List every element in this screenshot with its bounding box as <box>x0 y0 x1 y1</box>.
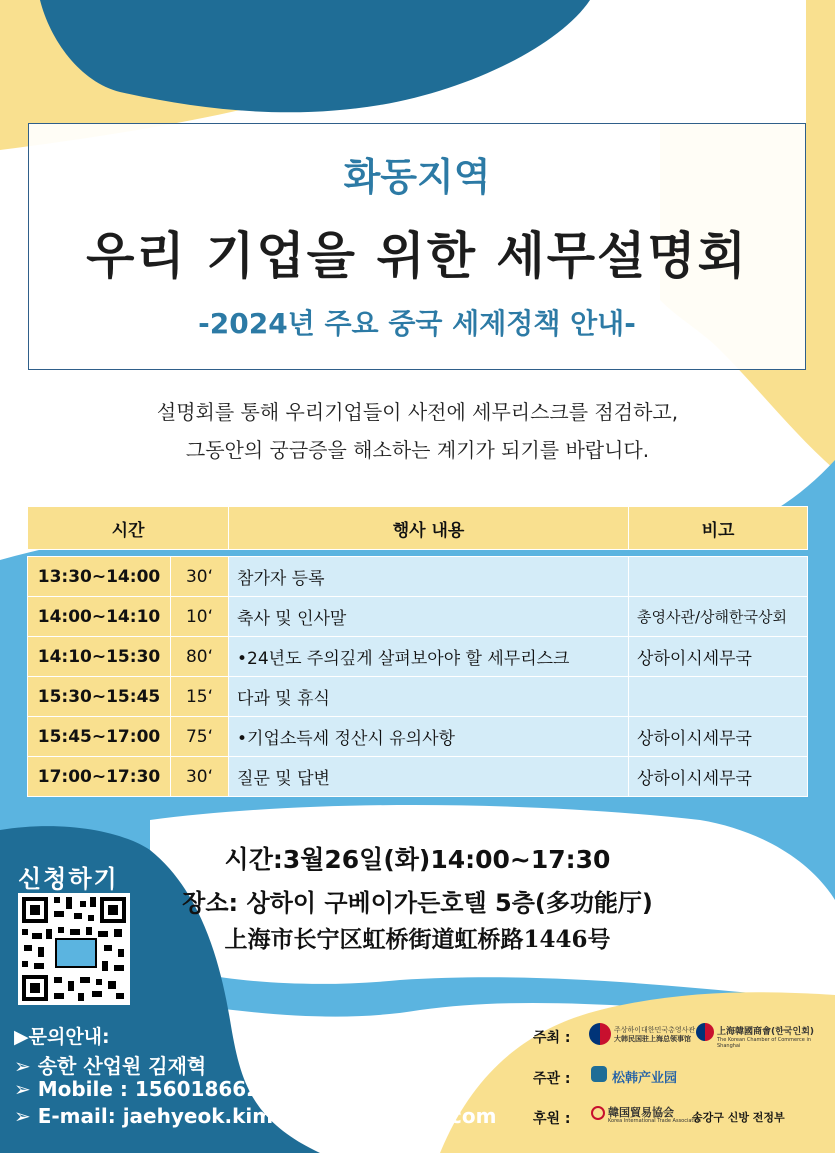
row-time: 17:00~17:30 <box>28 757 171 797</box>
table-row <box>28 717 808 757</box>
contact-person: ➢ 송한 산업원 김재혁 <box>14 1054 207 1078</box>
row-time: 15:45~17:00 <box>28 717 171 757</box>
table-row <box>28 637 808 677</box>
contact-email[interactable]: ➢ E-mail: jaehyeok.kim@songhanzone.com <box>14 1104 497 1128</box>
row-note <box>629 677 808 717</box>
title-region: 화동지역 <box>343 155 491 199</box>
row-content: 다과 및 휴식 <box>229 677 629 717</box>
row-time: 14:10~15:30 <box>28 637 171 677</box>
schedule-header-row <box>28 507 808 550</box>
row-content: 참가자 등록 <box>229 557 629 597</box>
intro-line-1: 설명회를 통해 우리기업들이 사전에 세무리스크를 점검하고, <box>156 400 679 424</box>
host1-line2: 大韩民国驻上海总领事馆 <box>614 1035 691 1043</box>
event-place: 장소: 상하이 구베이가든호텔 5층(多功能厅) <box>182 889 653 917</box>
korea-emblem-icon <box>589 1023 611 1045</box>
contact-mobile[interactable]: ➢ Mobile : 15601866207 <box>14 1077 288 1101</box>
row-content: •기업소득세 정산시 유의사항 <box>229 717 629 757</box>
host1-line1: 주상하이대한민국총영사관 <box>614 1026 696 1034</box>
row-minutes: 80‘ <box>171 637 229 677</box>
title-box <box>28 123 806 370</box>
row-content: 축사 및 인사말 <box>229 597 629 637</box>
row-minutes: 10‘ <box>171 597 229 637</box>
header-note: 비고 <box>629 507 808 550</box>
contact-heading: ▶문의안내: <box>14 1026 110 1048</box>
support1-sub: Korea International Trade Association <box>608 1118 702 1124</box>
row-note <box>629 557 808 597</box>
row-time: 13:30~14:00 <box>28 557 171 597</box>
host2-sub: The Korean Chamber of Commerce in Shanghai <box>717 1037 812 1049</box>
songhan-logo-icon <box>591 1066 607 1082</box>
row-time: 15:30~15:45 <box>28 677 171 717</box>
row-content: •24년도 주의깊게 살펴보아야 할 세무리스크 <box>229 637 629 677</box>
title-subtitle: -2024년 주요 중국 세제정책 안내- <box>198 307 636 340</box>
row-note: 총영사관/상해한국상회 <box>629 597 808 637</box>
row-minutes: 75‘ <box>171 717 229 757</box>
apply-label: 신청하기 <box>18 865 119 893</box>
row-minutes: 15‘ <box>171 677 229 717</box>
korean-chamber-logo-icon <box>696 1023 714 1041</box>
host-label: 주최 : <box>533 1030 571 1046</box>
row-time: 14:00~14:10 <box>28 597 171 637</box>
table-row <box>28 557 808 597</box>
support-label: 후원 : <box>533 1111 571 1127</box>
table-row <box>28 677 808 717</box>
qr-code-icon <box>18 893 130 1005</box>
table-row <box>28 597 808 637</box>
event-address: 上海市长宁区虹桥街道虹桥路1446号 <box>224 926 611 953</box>
qr-code[interactable] <box>18 893 130 1005</box>
support1-name: 韓国貿易協会 <box>608 1106 674 1119</box>
row-note: 상하이시세무국 <box>629 717 808 757</box>
header-time: 시간 <box>28 507 229 550</box>
kita-logo-icon <box>591 1106 605 1120</box>
host2-name: 上海韓國商會(한국인회) <box>717 1027 815 1037</box>
intro-line-2: 그동안의 궁금증을 해소하는 계기가 되기를 바랍니다. <box>185 438 650 462</box>
title-main: 우리 기업을 위한 세무설명회 <box>86 227 748 285</box>
organizer-name: 松韩产业园 <box>612 1071 678 1086</box>
header-content: 행사 내용 <box>229 507 629 550</box>
organizer-label: 주관 : <box>533 1071 571 1087</box>
row-minutes: 30‘ <box>171 757 229 797</box>
schedule-table <box>27 506 808 797</box>
row-content: 질문 및 답변 <box>229 757 629 797</box>
row-note: 상하이시세무국 <box>629 757 808 797</box>
event-time: 시간:3월26일(화)14:00~17:30 <box>224 845 611 874</box>
row-note: 상하이시세무국 <box>629 637 808 677</box>
table-row <box>28 757 808 797</box>
support2-name: 송강구 신방 전정부 <box>692 1111 785 1124</box>
row-minutes: 30‘ <box>171 557 229 597</box>
